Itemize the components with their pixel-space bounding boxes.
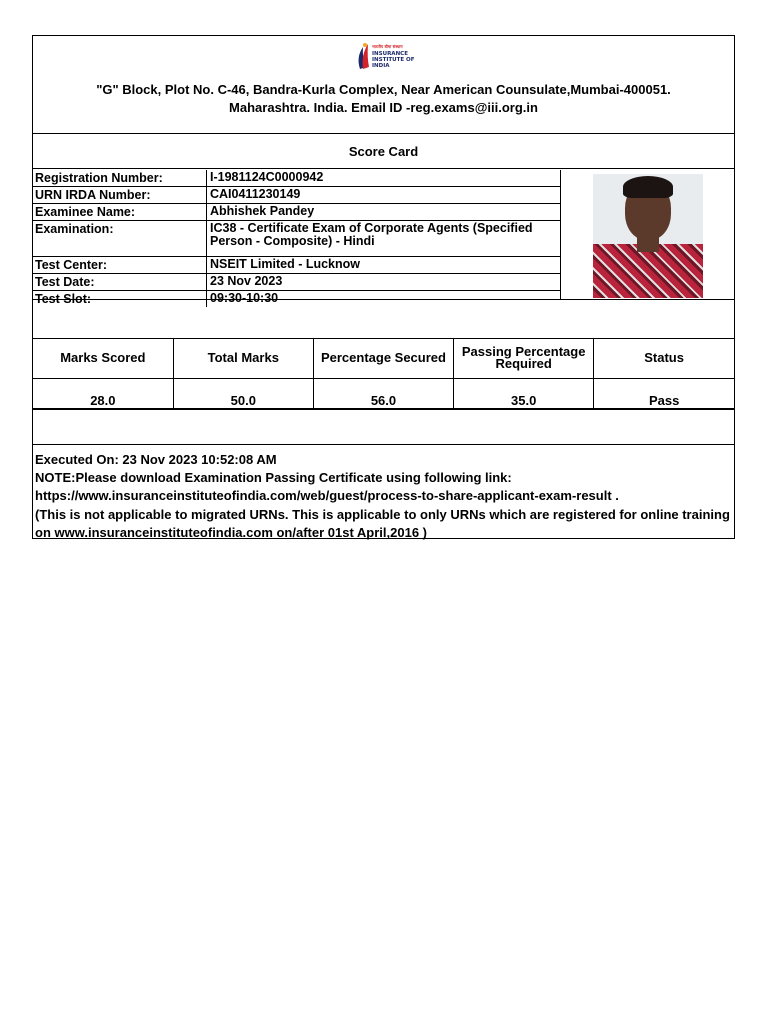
- marks-header: Total Marks: [173, 338, 313, 379]
- details-table: [33, 170, 561, 307]
- marks-header: Status: [594, 338, 734, 379]
- marks-table: [33, 338, 734, 408]
- page-title: Score Card: [348, 144, 419, 159]
- marks-header: Passing Percentage Required: [454, 338, 594, 379]
- total-marks-value: 50.0: [173, 379, 313, 410]
- status-value: Pass: [594, 379, 734, 410]
- detail-value: Abhishek Pandey: [210, 204, 315, 218]
- header: [33, 36, 734, 134]
- blank-row: [33, 408, 734, 445]
- detail-value: 23 Nov 2023: [210, 274, 283, 288]
- detail-label: Registration Number:: [35, 171, 163, 185]
- photo-divider: [560, 170, 561, 299]
- detail-label: Examination:: [35, 222, 114, 236]
- footer-notes: [35, 451, 732, 542]
- detail-value: 09:30-10:30: [210, 291, 279, 305]
- candidate-photo: [593, 174, 703, 298]
- detail-label: Test Date:: [35, 275, 95, 289]
- detail-row: [33, 274, 561, 291]
- detail-value: CAI0411230149: [210, 187, 301, 201]
- score-card: [32, 35, 735, 539]
- percentage-secured-value: 56.0: [313, 379, 453, 410]
- detail-row: [33, 187, 561, 204]
- svg-text:INSTITUTE OF: INSTITUTE OF: [372, 57, 415, 63]
- address-line-2: Maharashtra. India. Email ID -reg.exams@iii.org.in: [229, 100, 538, 115]
- detail-label: Test Center:: [35, 258, 108, 272]
- detail-value: I-1981124C0000942: [210, 170, 324, 184]
- disclaimer: (This is not applicable to migrated URNs. This is applicable to only URNs which are registered for online training on www.insuranceinstituteofindia.com on/after 01st April,2016 ): [35, 506, 730, 540]
- detail-label: URN IRDA Number:: [35, 188, 151, 202]
- blank-row: [33, 299, 734, 339]
- insurance-institute-logo: [354, 39, 416, 73]
- passing-percentage-value: 35.0: [454, 379, 594, 410]
- marks-header: Percentage Secured: [313, 338, 453, 379]
- title-row: [33, 133, 734, 169]
- detail-value: IC38 - Certificate Exam of Corporate Agents (Specified Person - Composite) - Hindi: [210, 221, 533, 248]
- executed-on: Executed On: 23 Nov 2023 10:52:08 AM: [35, 452, 277, 467]
- download-note: NOTE:Please download Examination Passing Certificate using following link:: [35, 470, 512, 486]
- certificate-link[interactable]: https://www.insuranceinstituteofindia.com/web/guest/process-to-share-applicant-exam-result .: [35, 488, 619, 504]
- detail-row: [33, 204, 561, 221]
- marks-header: Marks Scored: [33, 338, 173, 379]
- svg-text:भारतीय बीमा संस्थान: भारतीय बीमा संस्थान: [372, 44, 403, 49]
- svg-text:INSURANCE: INSURANCE: [372, 51, 408, 57]
- detail-row: [33, 170, 561, 187]
- address-line-1: "G" Block, Plot No. C-46, Bandra-Kurla Complex, Near American Counsulate,Mumbai-400051.: [96, 82, 671, 97]
- detail-row: [33, 257, 561, 274]
- detail-label: Test Slot:: [35, 292, 92, 306]
- svg-text:INDIA: INDIA: [372, 63, 390, 69]
- detail-value: NSEIT Limited - Lucknow: [210, 257, 361, 271]
- detail-row: [33, 221, 561, 257]
- marks-scored-value: 28.0: [33, 379, 173, 410]
- detail-label: Examinee Name:: [35, 205, 136, 219]
